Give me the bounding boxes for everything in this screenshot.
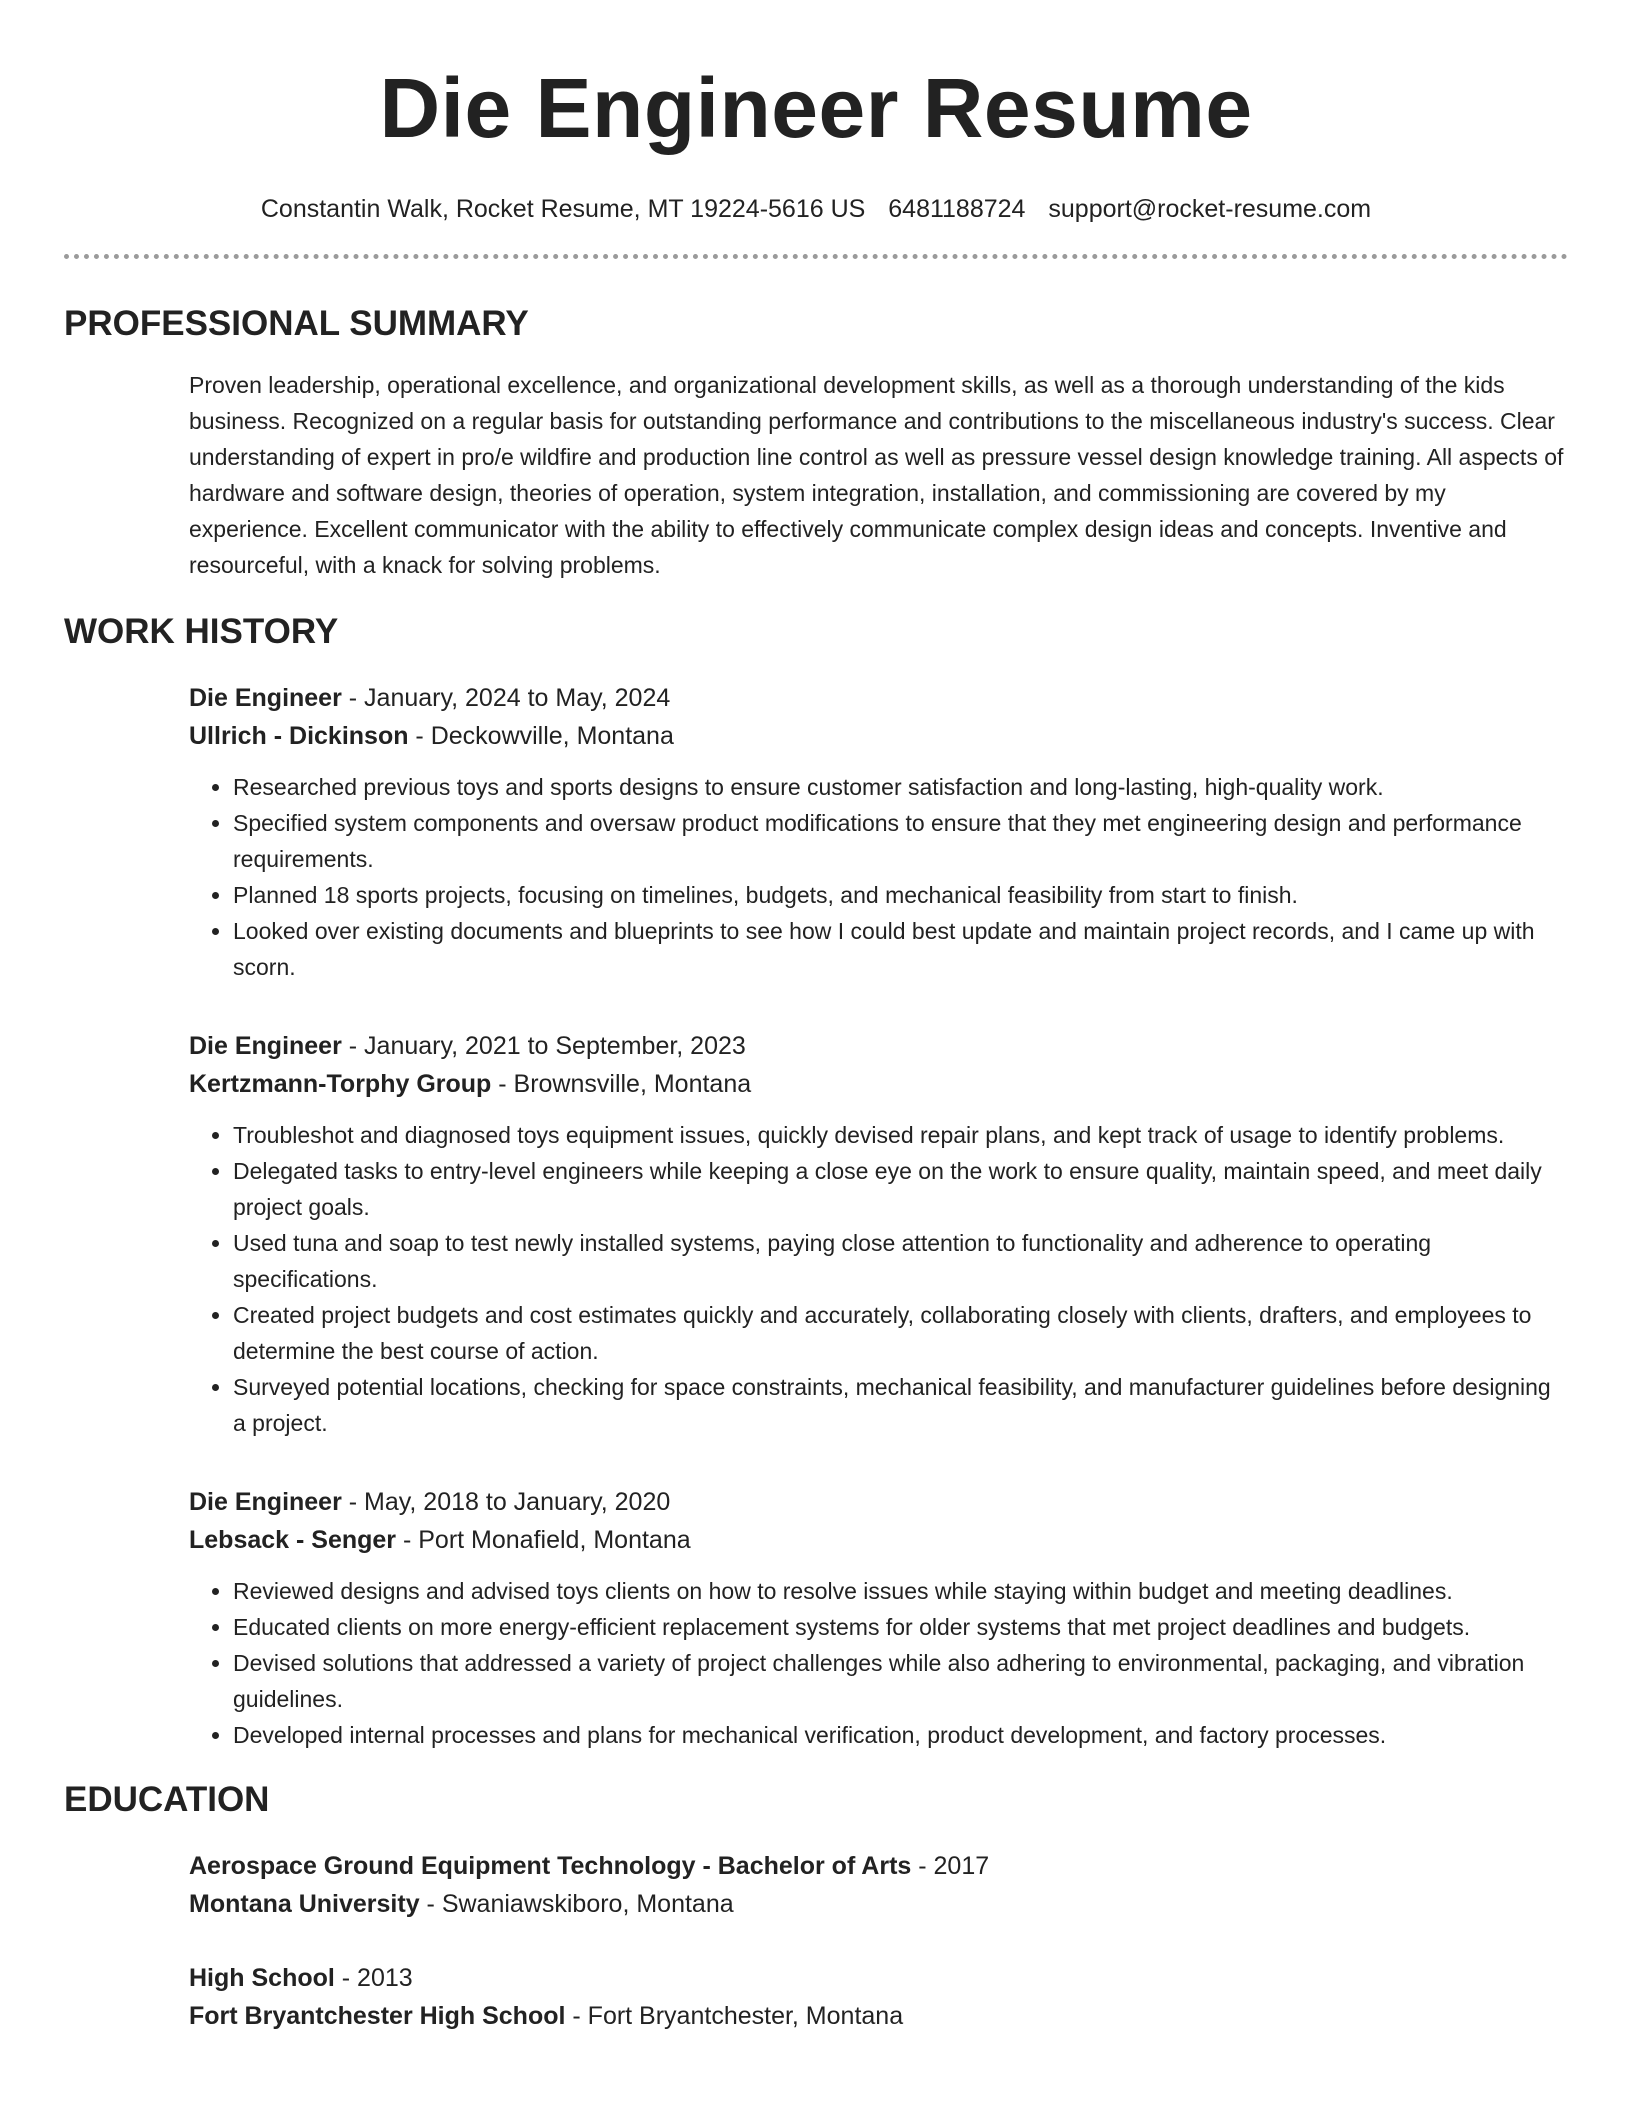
job-title: Die Engineer [189, 1032, 342, 1060]
summary-section [189, 367, 1568, 583]
education-degree-line [189, 1847, 1568, 1885]
job-location: - Deckowville, Montana [408, 722, 674, 750]
job-company: Ullrich - Dickinson [189, 722, 409, 750]
education-year: - 2013 [334, 1964, 413, 1992]
summary-text: Proven leadership, operational excellence, and organizational development skills, as well as a thorough understanding of the kids business. Recognized on a regular basis for outstanding performance and contributions to the miscellaneous industry's success. Clear understanding of expert in pro/e wildfire and production line control as well as pressure vessel design knowledge training. All aspects of hardware and software design, theories of operation, system integration, installation, and commissioning are covered by my experience. Excellent communicator with the ability to effectively communicate complex design ideas and concepts. Inventive and resourceful, with a knack for solving problems. [189, 372, 1564, 578]
education-degree: High School [189, 1964, 335, 1992]
job-dates: - January, 2024 to May, 2024 [341, 684, 671, 712]
job-bullet: • Created project budgets and cost estimates quickly and accurately, collaborating closely with clients, drafters, and employees to determine the best course of action. [233, 1297, 1568, 1369]
job-title-line [189, 679, 1568, 717]
education-section [189, 1847, 1568, 2035]
job-bullet: • Troubleshot and diagnosed toys equipment issues, quickly devised repair plans, and kept track of usage to identify problems. [233, 1117, 1568, 1153]
work-history-heading: WORK HISTORY [64, 612, 339, 651]
job-company: Kertzmann-Torphy Group [189, 1070, 492, 1098]
contact-email: support@rocket-resume.com [1048, 195, 1372, 223]
job-entry [189, 1027, 1568, 1441]
job-bullet: • Reviewed designs and advised toys clients on how to resolve issues while staying within budget and meeting deadlines. [233, 1573, 1568, 1609]
job-bullet: • Used tuna and soap to test newly installed systems, paying close attention to functionality and adherence to operating specifications. [233, 1225, 1568, 1297]
job-bullet: • Educated clients on more energy-efficient replacement systems for older systems that met project deadlines and budgets. [233, 1609, 1568, 1645]
contact-address: Constantin Walk, Rocket Resume, MT 19224-5616 US [260, 195, 866, 223]
job-bullet: • Developed internal processes and plans for mechanical verification, product development, and factory processes. [233, 1717, 1568, 1753]
job-company-line [189, 717, 1568, 755]
job-entry [189, 679, 1568, 985]
education-school: Montana University [189, 1890, 420, 1918]
contact-phone: 6481188724 [888, 195, 1026, 223]
header-divider [64, 254, 1568, 259]
education-school-line [189, 1997, 1568, 2035]
job-bullet: • Delegated tasks to entry-level engineers while keeping a close eye on the work to ensure quality, maintain speed, and meet daily project goals. [233, 1153, 1568, 1225]
job-bullet: • Specified system components and oversaw product modifications to ensure that they met engineering design and performance requirements. [233, 805, 1568, 877]
job-entry [189, 1483, 1568, 1753]
contact-line [64, 194, 1568, 224]
job-company: Lebsack - Senger [189, 1526, 397, 1554]
job-title-line [189, 1483, 1568, 1521]
education-school-line [189, 1885, 1568, 1923]
job-bullet: • Surveyed potential locations, checking for space constraints, mechanical feasibility, and manufacturer guidelines before designing a project. [233, 1369, 1568, 1441]
education-location: - Swaniawskiboro, Montana [419, 1890, 734, 1918]
job-bullet: • Devised solutions that addressed a variety of project challenges while also adhering to environmental, packaging, and vibration guidelines. [233, 1645, 1568, 1717]
job-location: - Brownsville, Montana [491, 1070, 752, 1098]
education-entry [189, 1959, 1568, 2035]
job-company-line [189, 1521, 1568, 1559]
job-bullets [189, 1117, 1568, 1441]
job-bullet: • Looked over existing documents and blueprints to see how I could best update and maintain project records, and I came up with scorn. [233, 913, 1568, 985]
job-bullets [189, 1573, 1568, 1753]
summary-heading: PROFESSIONAL SUMMARY [64, 304, 529, 343]
resume-title: Die Engineer Resume [379, 61, 1253, 155]
education-location: - Fort Bryantchester, Montana [565, 2002, 904, 2030]
job-dates: - May, 2018 to January, 2020 [341, 1488, 671, 1516]
job-title: Die Engineer [189, 684, 342, 712]
education-entry [189, 1847, 1568, 1923]
education-degree: Aerospace Ground Equipment Technology - Bachelor of Arts [189, 1852, 912, 1880]
education-heading: EDUCATION [64, 1780, 270, 1819]
job-dates: - January, 2021 to September, 2023 [341, 1032, 746, 1060]
job-title: Die Engineer [189, 1488, 342, 1516]
job-company-line [189, 1065, 1568, 1103]
education-school: Fort Bryantchester High School [189, 2002, 566, 2030]
job-bullet: • Planned 18 sports projects, focusing on timelines, budgets, and mechanical feasibility from start to finish. [233, 877, 1568, 913]
education-year: - 2017 [911, 1852, 990, 1880]
education-degree-line [189, 1959, 1568, 1997]
job-title-line [189, 1027, 1568, 1065]
job-bullet: • Researched previous toys and sports designs to ensure customer satisfaction and long-lasting, high-quality work. [233, 769, 1568, 805]
job-location: - Port Monafield, Montana [396, 1526, 691, 1554]
job-bullets [189, 769, 1568, 985]
work-history-section [189, 679, 1568, 1753]
